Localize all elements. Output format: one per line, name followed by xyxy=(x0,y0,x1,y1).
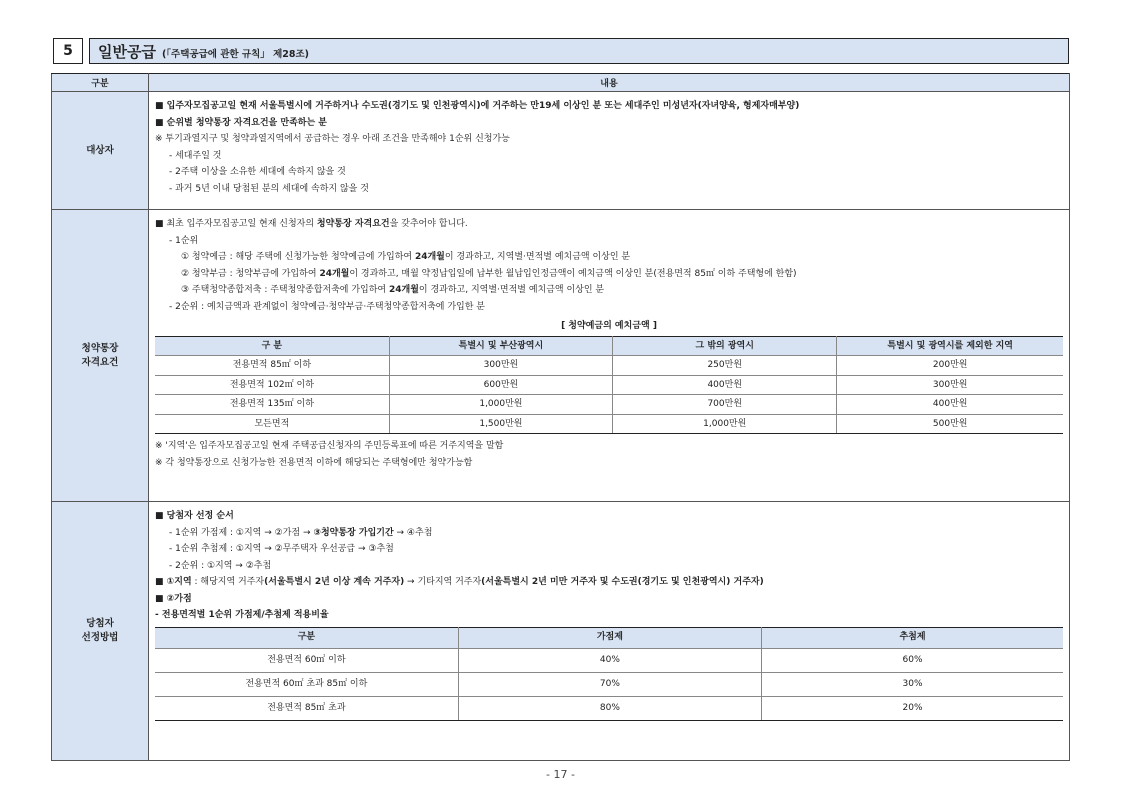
selection-ratio-title: - 전용면적별 1순위 가점제/추첨제 적용비율 xyxy=(155,610,329,620)
label-selection: 당첨자 선정방법 xyxy=(52,502,149,761)
selection-order-3: - 2순위 : ①지역 → ②추첨 xyxy=(169,560,272,571)
header-category: 구분 xyxy=(52,74,149,92)
deposit-header: 구 분 xyxy=(155,336,389,356)
selection-region: ■ ①지역 : 해당지역 거주자(서울특별시 2년 이상 계속 거주자) → 기타지역 거주자(서울특별시 2년 미만 거주자 및 수도권(경기도 및 인천광역시) 거주자) xyxy=(155,577,764,587)
eligible-line-6: - 과거 5년 이내 당첨된 분의 세대에 속하지 않을 것 xyxy=(169,183,369,194)
deposit-header: 특별시 및 부산광역시 xyxy=(389,336,612,356)
table-row: 모든면적 1,500만원 1,000만원 500만원 xyxy=(155,414,1063,434)
selection-content xyxy=(149,502,1070,761)
account-content xyxy=(149,210,1070,502)
ratio-header: 가점제 xyxy=(458,627,761,648)
table-row: 전용면적 85㎡ 초과 80% 20% xyxy=(155,696,1063,720)
account-item-1: ① 청약예금 : 해당 주택에 신청가능한 청약예금에 가입하여 24개월이 경과하고, 지역별·면적별 예치금액 이상인 분 xyxy=(181,252,631,262)
label-account: 청약통장 자격요건 xyxy=(52,210,149,502)
account-note-1: ※ '지역'은 입주자모집공고일 현재 주택공급신청자의 주민등록표에 따른 거주지역을 말함 xyxy=(155,441,504,451)
eligible-line-2: ■ 순위별 청약통장 자격요건을 만족하는 분 xyxy=(155,117,327,128)
label-eligible: 대상자 xyxy=(52,92,149,210)
section-title-box xyxy=(89,38,1069,64)
table-row: 전용면적 60㎡ 초과 85㎡ 이하 70% 30% xyxy=(155,672,1063,696)
ratio-header: 구분 xyxy=(155,627,458,648)
section-number: 5 xyxy=(53,38,83,64)
account-note-2: ※ 각 청약통장으로 신청가능한 전용면적 이하에 해당되는 주택형에만 청약가능함 xyxy=(155,457,473,468)
selection-score-title: ■ ②가점 xyxy=(155,593,192,604)
deposit-header: 특별시 및 광역시를 제외한 지역 xyxy=(837,336,1063,356)
section-subtitle: (「주택공급에 관한 규칙」 제28조) xyxy=(161,48,309,60)
deposit-table-caption: [ 청약예금의 예치금액 ] xyxy=(561,321,657,331)
account-second-rank: - 2순위 : 예치금액과 관계없이 청약예금·청약부금·주택청약종합저축에 가입한 분 xyxy=(169,301,485,312)
eligible-content xyxy=(149,92,1070,210)
account-item-2: ② 청약부금 : 청약부금에 가입하여 24개월이 경과하고, 매월 약정납입일에 납부한 월납입인정금액이 예치금액 이상인 분(전용면적 85㎡ 이하 주택형에 한함) xyxy=(181,268,797,279)
deposit-header: 그 밖의 광역시 xyxy=(613,336,837,356)
account-first-rank: - 1순위 xyxy=(169,235,199,246)
account-intro: ■ 최초 입주자모집공고일 현재 신청자의 청약통장 자격요건을 갖추어야 합니다. xyxy=(155,219,468,229)
eligible-line-1: ■ 입주자모집공고일 현재 서울특별시에 거주하거나 수도권(경기도 및 인천광역시)에 거주하는 만19세 이상인 분 또는 세대주인 미성년자(자녀양육, 형제자매부양) xyxy=(155,101,800,111)
ratio-table xyxy=(155,627,1063,721)
account-item-3: ③ 주택청약종합저축 : 주택청약종합저축에 가입하여 24개월이 경과하고, 지역별·면적별 예치금액 이상인 분 xyxy=(181,285,605,295)
header-content: 내용 xyxy=(149,74,1070,92)
selection-order-title: ■ 당첨자 선정 순서 xyxy=(155,511,234,521)
eligible-line-5: - 2주택 이상을 소유한 세대에 속하지 않을 것 xyxy=(169,167,346,177)
table-row: 전용면적 60㎡ 이하 40% 60% xyxy=(155,648,1063,672)
page-number: - 17 - xyxy=(546,768,575,781)
selection-order-1: - 1순위 가점제 : ①지역 → ②가점 → ③청약통장 가입기간 → ④추첨 xyxy=(169,527,433,538)
general-supply-table xyxy=(51,73,1070,761)
section-header xyxy=(53,38,1069,64)
selection-order-2: - 1순위 추첨제 : ①지역 → ②무주택자 우선공급 → ③추첨 xyxy=(169,544,394,554)
section-title: 일반공급 xyxy=(98,42,156,61)
deposit-table xyxy=(155,336,1063,435)
ratio-header: 추첨제 xyxy=(762,627,1063,648)
table-row: 전용면적 102㎡ 이하 600만원 400만원 300만원 xyxy=(155,375,1063,395)
eligible-line-3: ※ 투기과열지구 및 청약과열지역에서 공급하는 경우 아래 조건을 만족해야 1순위 신청가능 xyxy=(155,134,510,144)
eligible-line-4: - 세대주일 것 xyxy=(169,150,222,161)
table-row: 전용면적 85㎡ 이하 300만원 250만원 200만원 xyxy=(155,356,1063,376)
table-row: 전용면적 135㎡ 이하 1,000만원 700만원 400만원 xyxy=(155,395,1063,415)
